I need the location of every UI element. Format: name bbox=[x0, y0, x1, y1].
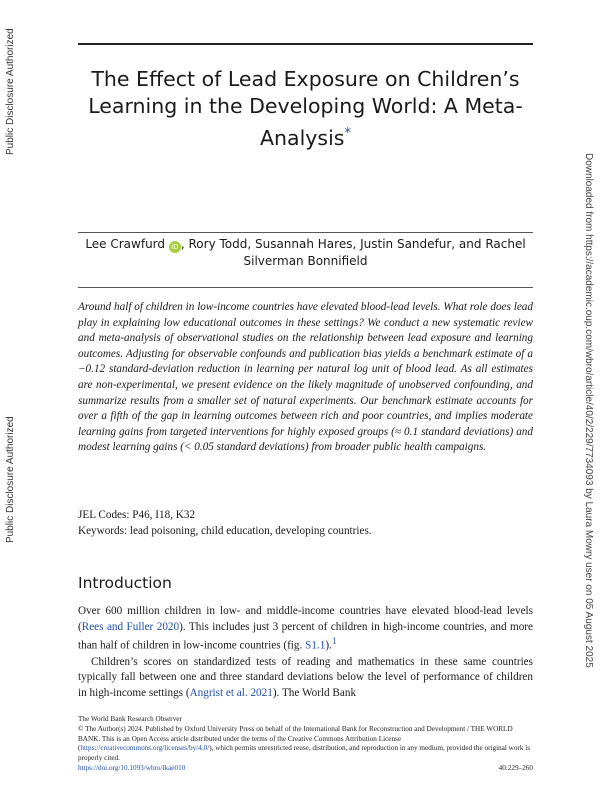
citation-link-rees-fuller[interactable]: Rees and Fuller 2020 bbox=[81, 620, 180, 633]
copyright-notice bbox=[78, 725, 533, 764]
page-range: 40:229–260 bbox=[498, 763, 533, 772]
para2-text-a: Children’s scores on standardized tests of reading and mathematics in these same countries typically fall between one and three standard deviations below the level of performance of children in high-income settings ( bbox=[78, 655, 533, 699]
footer-row bbox=[78, 764, 533, 774]
title-footnote-star[interactable]: * bbox=[344, 126, 351, 141]
keywords: Keywords: lead poisoning, child education, developing countries. bbox=[78, 524, 372, 537]
para1-text-c: ). bbox=[325, 639, 332, 652]
para1-text-a: Over 600 million children in low- and middle-income countries have elevated blood-lead levels ( bbox=[78, 605, 533, 633]
title-text: The Effect of Lead Exposure on Children’s Learning in the Developing World: A Meta-Analysis bbox=[88, 67, 523, 150]
citation-link-angrist[interactable]: Angrist et al. 2021 bbox=[189, 686, 273, 699]
doi-link[interactable]: https://doi.org/10.1093/wbro/lkae010 bbox=[78, 763, 186, 772]
license-link[interactable]: https://creativecommons.org/licenses/by/4.0/ bbox=[80, 744, 210, 753]
footnote-link-1[interactable]: 1 bbox=[331, 637, 337, 648]
orcid-icon[interactable]: iD bbox=[169, 241, 181, 253]
paragraph-2 bbox=[78, 655, 533, 702]
para2-text-b: ). The World Bank bbox=[272, 686, 357, 699]
paragraph-1 bbox=[78, 604, 533, 655]
copyright-text-a: © The Author(s) 2024. Published by Oxford University Press on behalf of the International Bank for Reconstruction and Development / THE WORLD BANK. This is an Open Access article distributed under the terms of the Creative Commons Attribution License ( bbox=[78, 724, 513, 753]
body-text bbox=[78, 604, 533, 701]
section-heading-introduction: Introduction bbox=[78, 574, 172, 592]
side-disclosure-top: Public Disclosure Authorized bbox=[5, 28, 16, 156]
jel-codes: JEL Codes: P46, I18, K32 bbox=[78, 509, 196, 521]
top-rule bbox=[78, 43, 533, 45]
abstract-text: Around half of children in low-income countries have elevated blood-lead levels. What role does lead play in explaining low educational outcomes in these settings? We conduct a new systematic review and meta-analysis of observational studies on the relationship between lead exposure and learning outcomes. Adjusting for observable confounds and publication bias yields a benchmark estimate of a −0.12 standard-deviation reduction in learning per natural log unit of blood lead. As all estimates are non-experimental, we present evidence on the likely magnitude of unobserved confounding, and summarize results from a smaller set of natural experiments. Our benchmark estimate accounts for over a fifth of the gap in learning outcomes between rich and poor countries, and implies moderate learning gains from targeted interventions for highly exposed groups (≈ 0.1 standard deviations) and modest learning gains (< 0.05 standard deviations) from broader public health campaigns. bbox=[78, 301, 533, 454]
article-title bbox=[78, 66, 533, 152]
author-list bbox=[78, 236, 533, 270]
copyright-text-b: ), which permits unrestricted reuse, distribution, and reproduction in any medium, provided the original work is properly cited. bbox=[78, 744, 531, 763]
author-rule-top bbox=[78, 232, 533, 233]
author-first: Lee Crawfurd bbox=[85, 237, 166, 251]
side-download-note: Downloaded from https://academic.oup.com/wbro/article/40/2/229/7734093 by Laura Mowry user on 05 August 2025 bbox=[583, 152, 594, 668]
side-disclosure-bottom: Public Disclosure Authorized bbox=[5, 416, 16, 544]
article-metadata bbox=[78, 508, 533, 539]
author-rest: , Rory Todd, Susannah Hares, Justin Sandefur, and Rachel Silverman Bonnifield bbox=[180, 237, 526, 268]
page-footer bbox=[78, 715, 533, 774]
author-rule-bottom bbox=[78, 287, 533, 288]
journal-name: The World Bank Research Observer bbox=[78, 715, 182, 723]
abstract bbox=[78, 300, 533, 456]
para1-text-b: ). This includes just 3 percent of children in high-income countries, and more than half of children in low-income countries (fig. bbox=[78, 620, 533, 652]
figure-link-s1-1[interactable]: S1.1 bbox=[305, 639, 326, 652]
